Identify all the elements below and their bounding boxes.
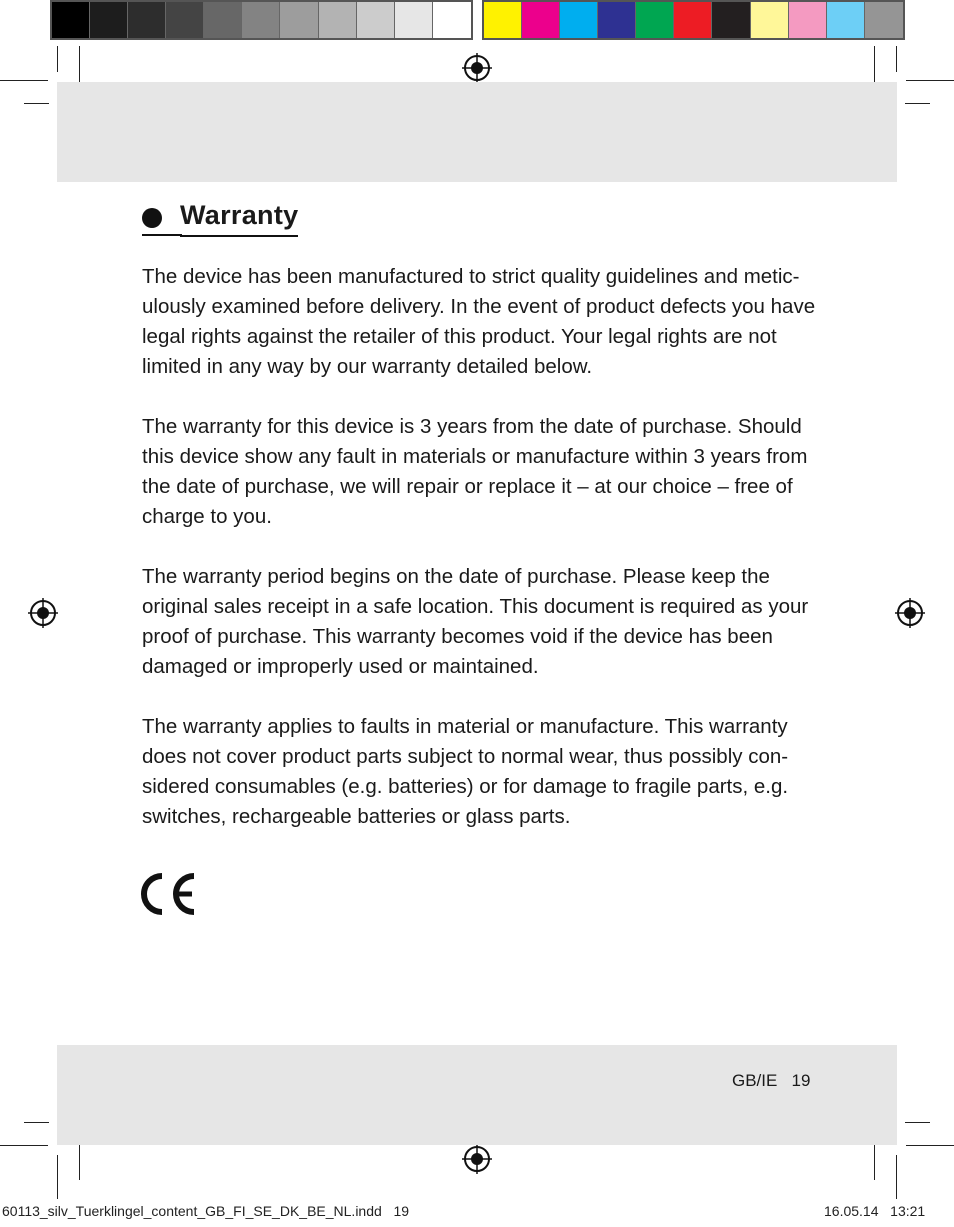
color-swatch [280, 2, 318, 38]
color-swatch [204, 2, 242, 38]
color-swatch [433, 2, 471, 38]
color-swatch [827, 2, 865, 38]
paragraph: The warranty period begins on the date of purchase. Please keep the original sales receipt in a safe location. This document is required as your proof of purchase. This warranty becomes void if the device has been damaged or improperly used or maintained. [142, 565, 809, 678]
color-swatch [166, 2, 204, 38]
process-color-bar [482, 0, 905, 40]
warranty-text [142, 262, 822, 862]
color-swatch [522, 2, 560, 38]
color-swatch [636, 2, 674, 38]
header-band [57, 82, 897, 182]
registration-mark-icon [462, 1144, 492, 1174]
color-swatch [598, 2, 636, 38]
slug-filename: 60113_silv_Tuerklingel_content_GB_FI_SE_DK_BE_NL.indd 19 [2, 1203, 410, 1219]
bullet-icon [142, 208, 162, 228]
color-swatch [560, 2, 598, 38]
registration-mark-icon [462, 53, 492, 83]
heading-underline [142, 234, 182, 236]
color-swatch [789, 2, 827, 38]
color-swatch [395, 2, 433, 38]
color-swatch [751, 2, 789, 38]
page-number: GB/IE 19 [732, 1071, 811, 1090]
color-swatch [128, 2, 166, 38]
paragraph: The warranty for this device is 3 years from the date of purchase. Should this device show any fault in materials or manufacture within 3 years from the date of purchase, we will repair or replace it – at our choice – free of charge to you. [142, 415, 808, 528]
color-swatch [242, 2, 280, 38]
slug-datetime: 16.05.14 13:21 [824, 1203, 926, 1219]
registration-mark-icon [28, 598, 58, 628]
color-swatch [484, 2, 522, 38]
color-swatch [865, 2, 903, 38]
section-heading [142, 198, 298, 237]
paragraph: The warranty applies to faults in material or manufacture. This warranty does not cover product parts subject to normal wear, thus possibly con-sidered consumables (e.g. batteries) or for damage to fragile parts, e.g. switches, rechargeable batteries or glass parts. [142, 715, 789, 828]
grayscale-color-bar [50, 0, 473, 40]
footer-band [57, 1045, 897, 1145]
registration-mark-icon [895, 598, 925, 628]
color-swatch [52, 2, 90, 38]
color-swatch [357, 2, 395, 38]
color-swatch [319, 2, 357, 38]
color-swatch [674, 2, 712, 38]
color-swatch [712, 2, 750, 38]
ce-mark-icon [140, 872, 198, 916]
color-swatch [90, 2, 128, 38]
section-title: Warranty [180, 198, 298, 237]
paragraph: The device has been manufactured to strict quality guidelines and metic-ulously examined before delivery. In the event of product defects you have legal rights against the retailer of this product. Your legal rights are not limited in any way by our warranty detailed below. [142, 265, 816, 378]
